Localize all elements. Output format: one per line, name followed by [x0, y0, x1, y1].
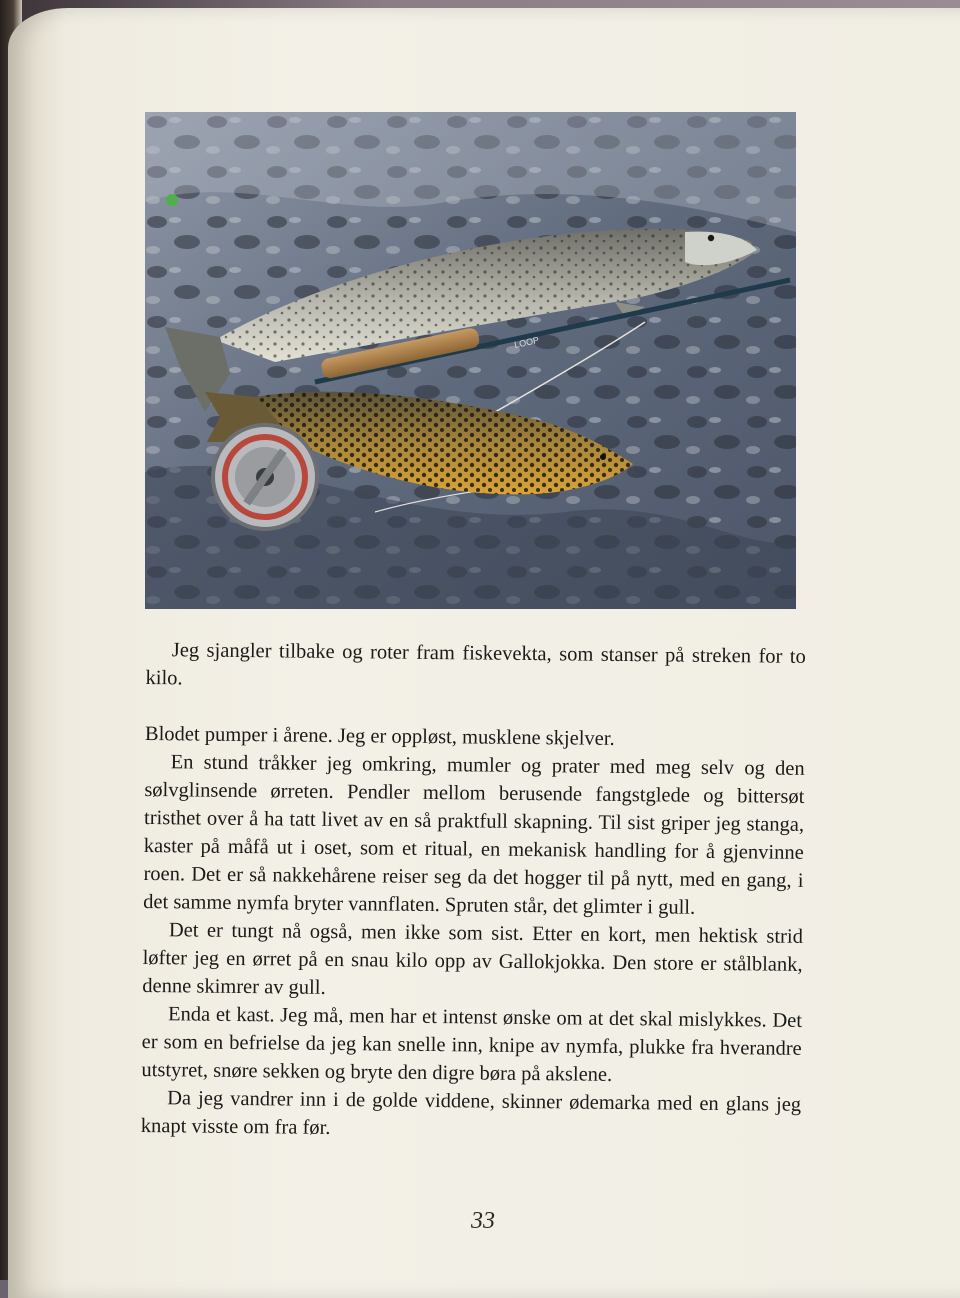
paragraph: Jeg sjangler tilbake og roter fram fiskevekta, som stanser på streken for to kilo. — [145, 639, 806, 690]
trout-photo — [145, 112, 796, 609]
paragraph: Enda et kast. Jeg må, men har et intenst ønske om at det skal mislykkes. Det er som en befrielse da jeg kan snelle inn, knipe av nymfa, plukke fra hverandre utstyret, snøre sekken og bryte den digre børa på akslene. — [141, 1003, 803, 1086]
body-text — [141, 636, 806, 1147]
paragraph: Blodet pumper i årene. Jeg er oppløst, musklene skjelver. — [144, 722, 615, 750]
trout-photo-illustration — [145, 112, 796, 609]
fly-reel — [213, 425, 317, 529]
paragraph: En stund tråkker jeg omkring, mumler og prater med meg selv og den sølvglinsende ørreten. Pendler mellom berusende fangstglede og bittersøt tristhet over å ha tatt livet av en så praktfull skapning. Til sist griper jeg stanga, kaster på måfå ut i oset, som et ritual, en mekanisk handling for å gjenvinne roen. Det er så nakkehårene reiser seg da det hogger til på nytt, med en gang, i det samme nymfa bryter vannflaten. Spruten står, det glimter i gull. — [143, 751, 805, 919]
rod-brand-label: LOOP — [513, 334, 540, 350]
paragraph: Det er tungt nå også, men ikke som sist. Etter en kort, men hektisk strid løfter jeg en ørret på en snau kilo opp av Gallokjokka. Den store er stålblank, denne skimrer av gull. — [142, 919, 804, 999]
page-number: 33 — [471, 1208, 495, 1234]
paragraph: Da jeg vandrer inn i de golde viddene, skinner ødemarka med en glans jeg knapt visste om fra før. — [140, 1087, 802, 1139]
